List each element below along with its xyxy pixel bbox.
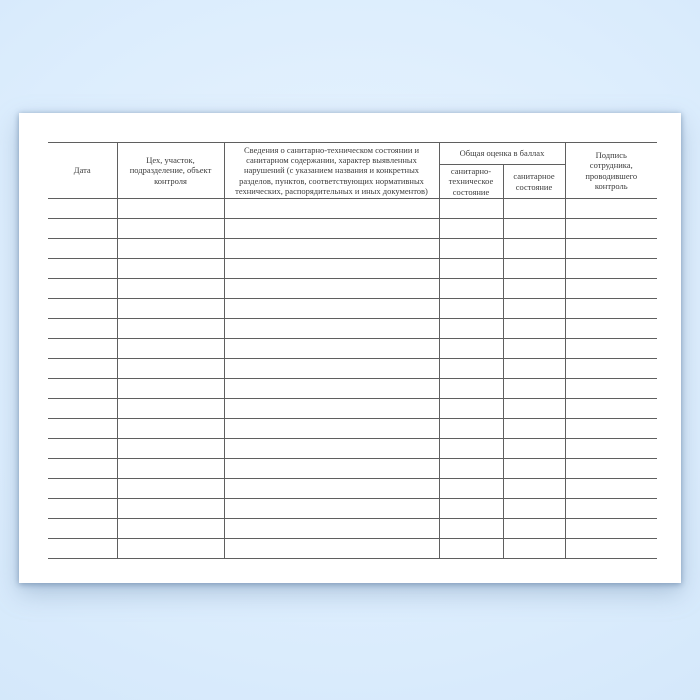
table-cell-empty [503, 459, 565, 479]
table-cell-empty [565, 519, 657, 539]
table-cell-empty [48, 439, 117, 459]
table-body [48, 199, 657, 559]
table-cell-empty [503, 419, 565, 439]
table-cell-empty [565, 359, 657, 379]
table-cell-empty [503, 239, 565, 259]
table-cell-empty [565, 399, 657, 419]
table-cell-empty [117, 439, 224, 459]
table-cell-empty [48, 279, 117, 299]
table-row [48, 419, 657, 439]
table-row [48, 259, 657, 279]
table-cell-empty [439, 519, 503, 539]
table-cell-empty [565, 439, 657, 459]
table-cell-empty [503, 359, 565, 379]
table-cell-empty [565, 279, 657, 299]
table-cell-empty [224, 279, 439, 299]
table-cell-empty [565, 499, 657, 519]
table-row [48, 219, 657, 239]
table-cell-empty [48, 319, 117, 339]
col-header-score-group: Общая оценка в баллах [439, 143, 565, 165]
table-cell-empty [48, 459, 117, 479]
table-cell-empty [439, 379, 503, 399]
table-cell-empty [48, 399, 117, 419]
paper-sheet [19, 113, 681, 583]
table-header [48, 143, 657, 199]
table-cell-empty [439, 499, 503, 519]
table-cell-empty [565, 219, 657, 239]
table-cell-empty [565, 379, 657, 399]
table-cell-empty [565, 539, 657, 559]
table-cell-empty [48, 379, 117, 399]
table-cell-empty [48, 519, 117, 539]
table-row [48, 299, 657, 319]
table-cell-empty [565, 319, 657, 339]
table-cell-empty [224, 259, 439, 279]
table-cell-empty [565, 259, 657, 279]
table-row [48, 339, 657, 359]
table-cell-empty [503, 399, 565, 419]
table-cell-empty [117, 539, 224, 559]
table-cell-empty [117, 319, 224, 339]
table-row [48, 359, 657, 379]
col-header-unit: Цех, участок, подразделение, объект контроля [117, 143, 224, 199]
table-cell-empty [439, 399, 503, 419]
table-cell-empty [48, 219, 117, 239]
table-row [48, 279, 657, 299]
table-cell-empty [117, 299, 224, 319]
table-cell-empty [48, 419, 117, 439]
col-header-details: Сведения о санитарно-техническом состоянии и санитарном содержании, характер выявленных нарушений (с указанием названия и конкретных разделов, пунктов, соответствующих нормативных технических, распорядительных и иных документов) [224, 143, 439, 199]
table-cell-empty [439, 259, 503, 279]
table-cell-empty [117, 279, 224, 299]
table-cell-empty [224, 399, 439, 419]
table-cell-empty [48, 339, 117, 359]
table-cell-empty [117, 339, 224, 359]
table-cell-empty [224, 239, 439, 259]
table-cell-empty [439, 199, 503, 219]
table-cell-empty [439, 459, 503, 479]
table-cell-empty [503, 339, 565, 359]
table-cell-empty [503, 519, 565, 539]
table-cell-empty [117, 259, 224, 279]
table-cell-empty [48, 259, 117, 279]
table-cell-empty [503, 499, 565, 519]
table-row [48, 439, 657, 459]
table-row [48, 519, 657, 539]
table-cell-empty [503, 219, 565, 239]
col-header-date: Дата [48, 143, 117, 199]
table-cell-empty [439, 539, 503, 559]
table-cell-empty [224, 479, 439, 499]
table-cell-empty [565, 199, 657, 219]
table-cell-empty [48, 539, 117, 559]
table-cell-empty [224, 459, 439, 479]
table-cell-empty [439, 239, 503, 259]
table-row [48, 379, 657, 399]
table-cell-empty [224, 379, 439, 399]
col-header-score-sanitary: санитарное состояние [503, 165, 565, 199]
table-cell-empty [224, 519, 439, 539]
table-cell-empty [117, 379, 224, 399]
table-cell-empty [439, 279, 503, 299]
table-cell-empty [439, 479, 503, 499]
table-cell-empty [565, 479, 657, 499]
table-row [48, 319, 657, 339]
table-cell-empty [439, 339, 503, 359]
table-cell-empty [224, 219, 439, 239]
table-cell-empty [565, 299, 657, 319]
table-cell-empty [224, 299, 439, 319]
table-cell-empty [224, 539, 439, 559]
table-cell-empty [439, 359, 503, 379]
table-cell-empty [48, 499, 117, 519]
table-row [48, 539, 657, 559]
table-cell-empty [503, 259, 565, 279]
journal-table [48, 142, 657, 559]
table-cell-empty [503, 279, 565, 299]
table-cell-empty [439, 439, 503, 459]
table-cell-empty [439, 319, 503, 339]
table-row [48, 479, 657, 499]
col-header-score-sanitary-technical: санитарно-техническое состояние [439, 165, 503, 199]
table-cell-empty [439, 219, 503, 239]
table-cell-empty [565, 459, 657, 479]
table-row [48, 499, 657, 519]
table-cell-empty [117, 499, 224, 519]
table-cell-empty [117, 399, 224, 419]
table-cell-empty [224, 199, 439, 219]
col-header-signature: Подпись сотрудника, проводившего контроль [565, 143, 657, 199]
table-row [48, 459, 657, 479]
table-cell-empty [565, 339, 657, 359]
table-cell-empty [48, 359, 117, 379]
table-cell-empty [224, 359, 439, 379]
table-cell-empty [503, 299, 565, 319]
table-cell-empty [117, 519, 224, 539]
table-row [48, 199, 657, 219]
table-cell-empty [503, 319, 565, 339]
table-cell-empty [439, 299, 503, 319]
table-cell-empty [48, 479, 117, 499]
table-cell-empty [117, 359, 224, 379]
table-cell-empty [503, 379, 565, 399]
table-row [48, 399, 657, 419]
table-cell-empty [48, 199, 117, 219]
table-cell-empty [224, 499, 439, 519]
table-cell-empty [565, 419, 657, 439]
table-cell-empty [117, 239, 224, 259]
table-cell-empty [503, 539, 565, 559]
table-cell-empty [224, 439, 439, 459]
table-cell-empty [224, 419, 439, 439]
table-cell-empty [117, 419, 224, 439]
table-cell-empty [117, 219, 224, 239]
table-cell-empty [503, 439, 565, 459]
table-cell-empty [48, 239, 117, 259]
table-cell-empty [224, 319, 439, 339]
table-cell-empty [503, 479, 565, 499]
table-cell-empty [503, 199, 565, 219]
table-cell-empty [224, 339, 439, 359]
table-cell-empty [117, 479, 224, 499]
table-cell-empty [117, 459, 224, 479]
table-cell-empty [565, 239, 657, 259]
table-cell-empty [439, 419, 503, 439]
table-cell-empty [48, 299, 117, 319]
table-row [48, 239, 657, 259]
table-cell-empty [117, 199, 224, 219]
